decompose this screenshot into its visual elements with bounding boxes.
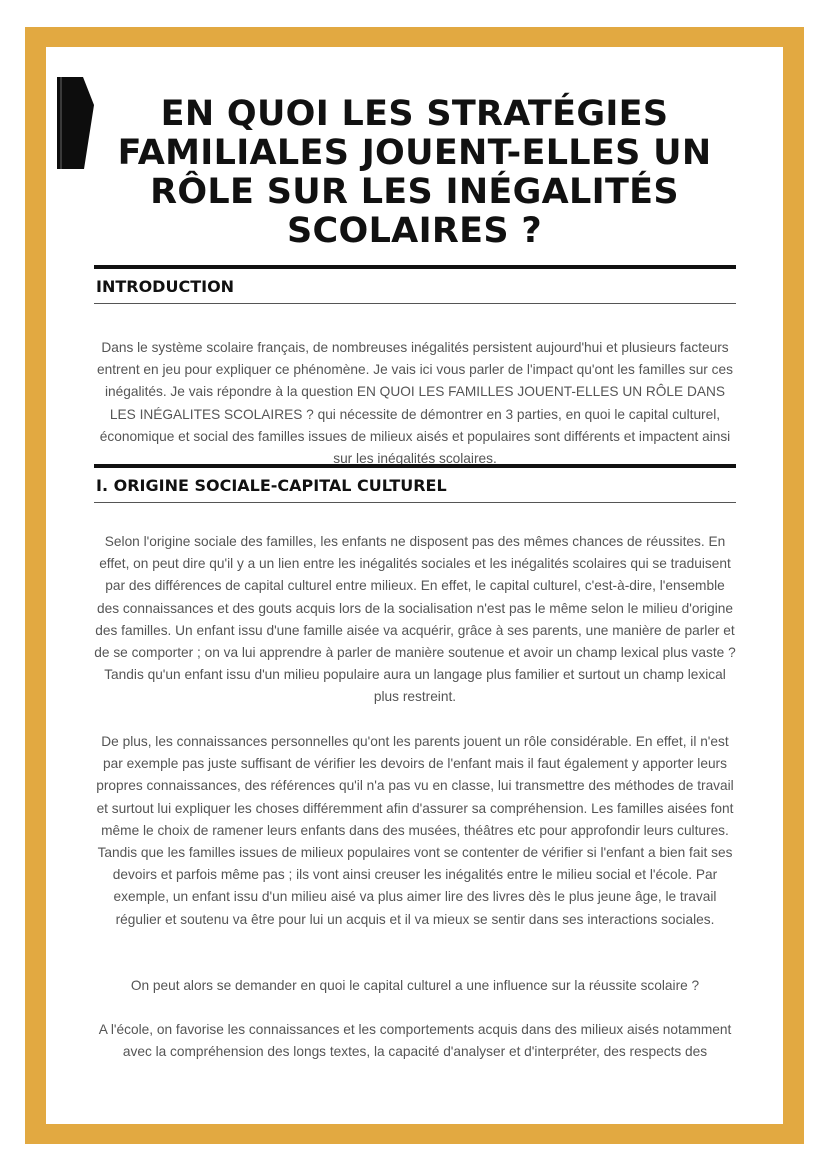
section1-paragraph-4: A l'école, on favorise les connaissances et les comportements acquis dans des milieux aisés notamment avec la compréhension des longs textes, la capacité d'analyser et d'interpréter, des respects des	[98, 1022, 732, 1060]
document-title: EN QUOI LES STRATÉGIES FAMILIALES JOUENT-ELLES UN RÔLE SUR LES INÉGALITÉS SCOLAIRES ?	[117, 94, 712, 251]
section1-heading: I. ORIGINE SOCIALE-CAPITAL CULTUREL	[96, 476, 447, 495]
section-heading-introduction	[94, 265, 736, 304]
section1-paragraph-2: De plus, les connaissances personnelles qu'ont les parents jouent un rôle considérable. En effet, il n'est par exemple pas juste suffisant de vérifier les devoirs de l'enfant mais il faut également y apporter leurs propres connaissances, des références qu'il n'a pas vu en classe, lui transmettre des méthodes de travail et surtout lui expliquer les choses différemment afin d'assurer sa compréhension. Les familles aisées font même le choix de ramener leurs enfants dans des musées, théâtres etc pour approfondir leurs cultures. Tandis que les familles issues de milieux populaires vont se contenter de vérifier si l'enfant a bien fait ses devoirs et parfois même pas ; ils vont ainsi creuser les inégalités entre le milieu social et l'école. Par exemple, un enfant issu d'un milieu aisé va plus aimer lire des livres dès le plus jeune âge, le travail régulier et soutenu va être pour lui un acquis et il va mieux se sentir dans ses interactions sociales.	[96, 734, 734, 927]
section1-paragraph-3: On peut alors se demander en quoi le capital culturel a une influence sur la réussite scolaire ?	[130, 978, 700, 993]
document-page	[46, 47, 783, 1124]
section-heading-origine-sociale	[94, 464, 736, 503]
page-border	[25, 27, 804, 1144]
section1-paragraph-1: Selon l'origine sociale des familles, les enfants ne disposent pas des mêmes chances de réussites. En effet, on peut dire qu'il y a un lien entre les inégalités sociales et les inégalités scolaires qui se traduisent par des différences de capital culturel entre milieux. En effet, le capital culturel, c'est-à-dire, l'ensemble des connaissances et des gouts acquis lors de la socialisation n'est pas le même selon le milieu d'origine des familles. Un enfant issu d'une famille aisée va acquérir, grâce à ses parents, une manière de parler et de se comporter ; on va lui apprendre à parler de manière soutenue et avoir un champ lexical plus vaste ? Tandis qu'un enfant issu d'un milieu populaire aura un langage plus familier et surtout un champ lexical plus restreint.	[94, 534, 736, 705]
introduction-paragraph: Dans le système scolaire français, de nombreuses inégalités persistent aujourd'hui et plusieurs facteurs entrent en jeu pour expliquer ce phénomène. Je vais ici vous parler de l'impact qu'ont les familles sur ces inégalités. Je vais répondre à la question EN QUOI LES FAMILLES JOUENT-ELLES UN RÔLE DANS LES INÉGALITES SCOLAIRES ? qui nécessite de démontrer en 3 parties, en quoi le capital culturel, économique et social des familles issues de milieux aisés et populaires sont différents et impactent ainsi sur les inégalités scolaires.	[97, 340, 733, 467]
introduction-heading: INTRODUCTION	[96, 277, 235, 296]
